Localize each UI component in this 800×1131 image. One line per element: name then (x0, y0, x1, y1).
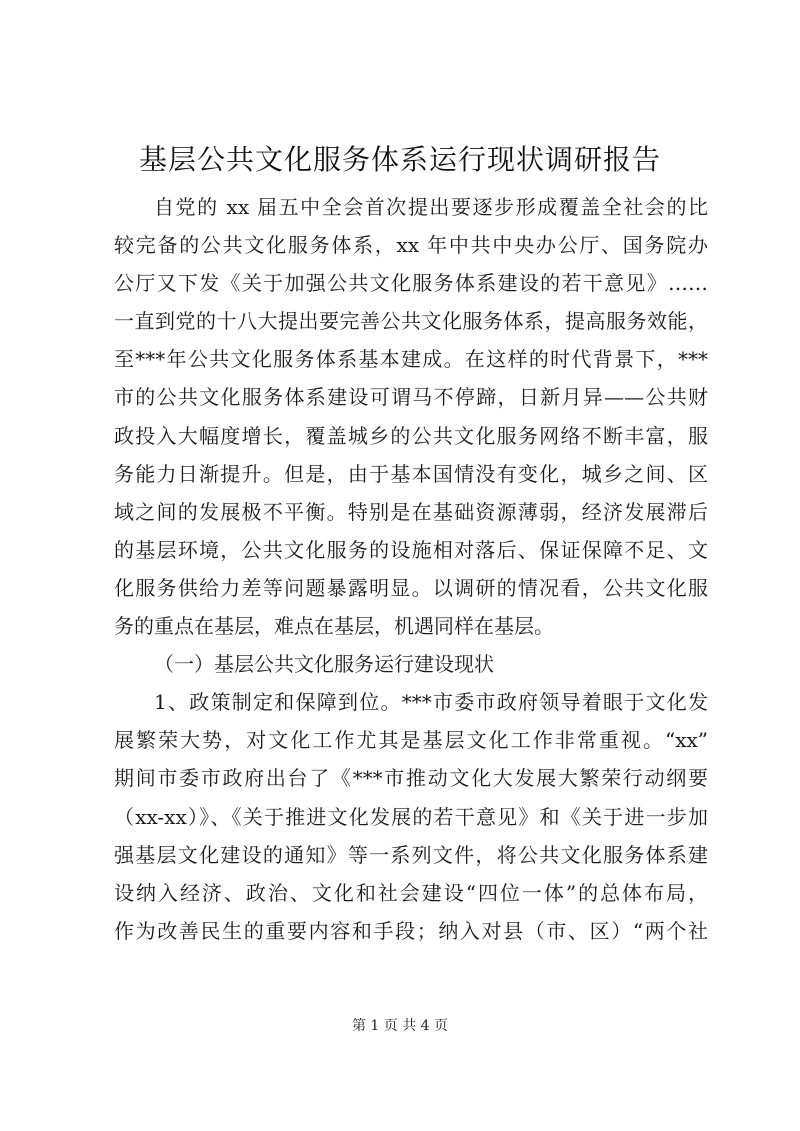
paragraph-line: 期间市委市政府出台了《***市推动文化大发展大繁荣行动纲要 (114, 766, 708, 791)
paragraph-line: 作为改善民生的重要内容和手段；纳入对县（市、区）“两个社 (114, 918, 708, 943)
paragraph-line: 较完备的公共文化服务体系，xx 年中共中央办公厅、国务院办 (114, 233, 708, 258)
section-heading: （一）基层公共文化服务运行建设现状 (154, 652, 494, 677)
paragraph-line: 市的公共文化服务体系建设可谓马不停蹄，日新月异——公共财 (114, 385, 708, 410)
page-number-footer: 第 1 页 共 4 页 (351, 1018, 449, 1034)
paragraph-line: 化服务供给力差等问题暴露明显。以调研的情况看，公共文化服 (114, 575, 708, 600)
paragraph-line: 公厅又下发《关于加强公共文化服务体系建设的若干意见》…… (114, 271, 708, 296)
paragraph-line: 强基层文化建设的通知》等一系列文件，将公共文化服务体系建 (114, 842, 708, 867)
paragraph-line: 自党的 xx 届五中全会首次提出要逐步形成覆盖全社会的比 (154, 195, 708, 219)
paragraph-line: 至***年公共文化服务体系基本建成。在这样的时代背景下，*** (114, 347, 708, 372)
document-title: 基层公共文化服务体系运行现状调研报告 (138, 143, 661, 176)
paragraph-line: 务能力日渐提升。但是，由于基本国情没有变化，城乡之间、区 (114, 461, 708, 486)
paragraph-line: 的基层环境，公共文化服务的设施相对落后、保证保障不足、文 (114, 537, 708, 562)
paragraph-line: 务的重点在基层，难点在基层，机遇同样在基层。 (114, 614, 554, 639)
paragraph-line: 设纳入经济、政治、文化和社会建设“四位一体”的总体布局， (114, 880, 708, 905)
paragraph-line: 展繁荣大势，对文化工作尤其是基层文化工作非常重视。“xx” (114, 728, 708, 753)
paragraph-line: 政投入大幅度增长，覆盖城乡的公共文化服务网络不断丰富，服 (114, 423, 708, 448)
paragraph-line: （xx-xx）》、《关于推进文化发展的若干意见》和《关于进一步加 (114, 804, 708, 829)
document-body (114, 188, 708, 950)
paragraph-line: 域之间的发展极不平衡。特别是在基础资源薄弱，经济发展滞后 (114, 499, 708, 524)
paragraph-line: 1、政策制定和保障到位。***市委市政府领导着眼于文化发 (154, 690, 708, 715)
paragraph-line: 一直到党的十八大提出要完善公共文化服务体系，提高服务效能， (114, 309, 708, 334)
